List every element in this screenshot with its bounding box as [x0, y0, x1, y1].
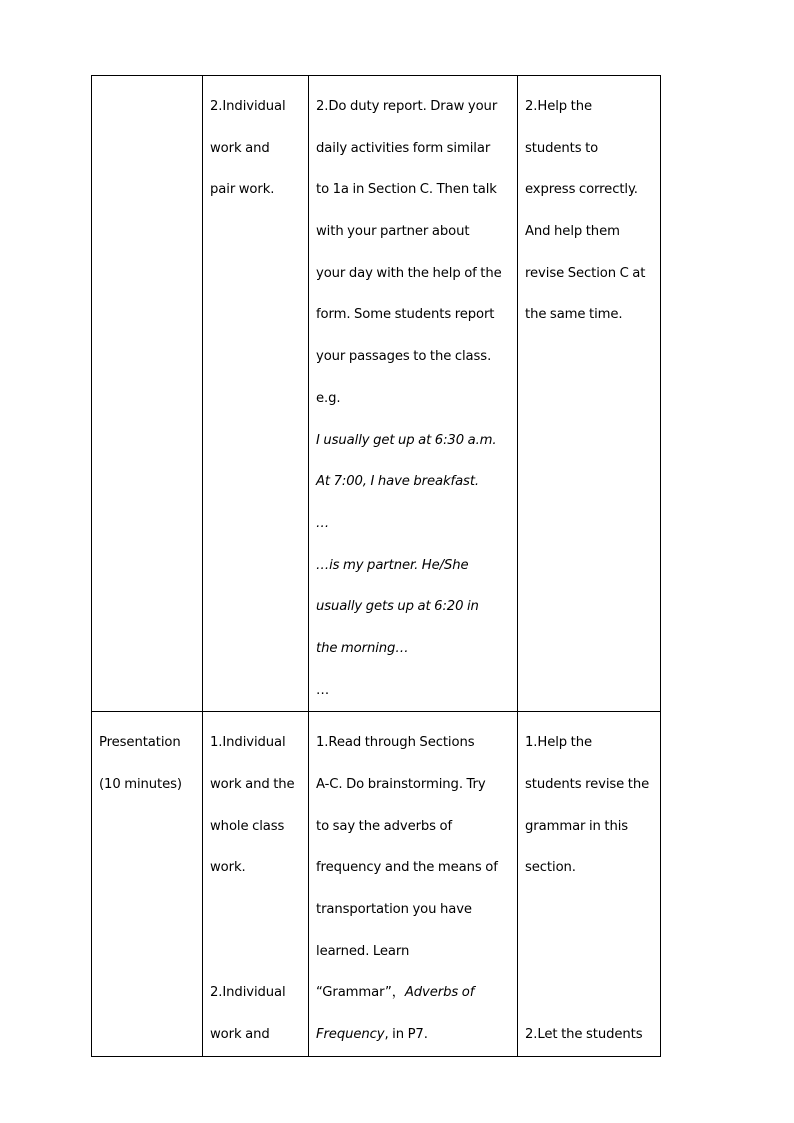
- spacer: [525, 889, 654, 931]
- teacher-cell: [518, 76, 661, 712]
- activity-line: to 1a in Section C. Then talk: [316, 182, 497, 198]
- activity-line: 2.Do duty report. Draw your: [316, 99, 498, 114]
- spacer: [525, 972, 654, 1014]
- activity-line: form. Some students report: [316, 307, 495, 323]
- activity-line: learned. Learn: [316, 943, 410, 959]
- teacher-line: section.: [525, 860, 576, 876]
- stage-cell: [92, 712, 203, 1057]
- activity-line: …: [316, 682, 330, 698]
- example-line: I usually get up at 6:30 a.m.: [316, 432, 497, 448]
- teacher-line: 1.Help the: [525, 735, 592, 751]
- teacher-line: students revise the: [525, 777, 650, 792]
- table-row: [92, 76, 661, 712]
- mode-line: whole class: [210, 818, 285, 834]
- activity-cell: [309, 712, 518, 1057]
- activity-line: e.g.: [316, 390, 341, 406]
- table-row: [92, 712, 661, 1057]
- mode-cell: [203, 76, 309, 712]
- mode-line: 1.Individual: [210, 735, 286, 751]
- mode-line: work and: [210, 1027, 270, 1043]
- mode-line: 2.Individual: [210, 99, 286, 114]
- activity-line: daily activities form similar: [316, 140, 491, 156]
- activity-line: transportation you have: [316, 902, 472, 918]
- activity-line: frequency and the means of: [316, 860, 498, 876]
- grammar-quote: “Grammar”: [316, 985, 392, 1001]
- stage-cell: [92, 76, 203, 712]
- lesson-plan-table: [91, 75, 661, 1057]
- stage-line: (10 minutes): [99, 777, 182, 792]
- example-line: …: [316, 515, 330, 531]
- activity-line: to say the adverbs of: [316, 818, 453, 834]
- mode-line: work and the: [210, 777, 295, 792]
- activity-line: [316, 972, 511, 1014]
- spacer: [210, 931, 302, 973]
- example-line: the morning…: [316, 640, 409, 656]
- mode-line: work and: [210, 140, 270, 156]
- frequency-title: Frequency: [316, 1027, 385, 1043]
- activity-line: [316, 1014, 511, 1056]
- teacher-line: 2.Help the: [525, 99, 592, 114]
- teacher-line: the same time.: [525, 307, 623, 323]
- example-line: usually gets up at 6:20 in: [316, 599, 479, 615]
- page-ref: , in P7.: [384, 1027, 428, 1043]
- teacher-line: revise Section C at: [525, 265, 646, 281]
- mode-line: 2.Individual: [210, 985, 286, 1001]
- activity-line: your passages to the class.: [316, 349, 492, 365]
- mode-line: work.: [210, 860, 246, 876]
- activity-line: your day with the help of the: [316, 265, 502, 281]
- spacer: [210, 889, 302, 931]
- adverbs-title: Adverbs of: [404, 985, 475, 1001]
- activity-line: 1.Read through Sections: [316, 735, 475, 751]
- mode-cell: [203, 712, 309, 1057]
- mode-line: pair work.: [210, 182, 275, 198]
- teacher-line: 2.Let the students: [525, 1027, 643, 1043]
- activity-line: A-C. Do brainstorming. Try: [316, 777, 486, 792]
- activity-line: with your partner about: [316, 224, 470, 240]
- grammar-separator: ，: [391, 985, 405, 1001]
- teacher-line: And help them: [525, 224, 620, 240]
- example-line: …is my partner. He/She: [316, 557, 469, 573]
- teacher-line: students to: [525, 140, 599, 156]
- activity-cell: [309, 76, 518, 712]
- teacher-cell: [518, 712, 661, 1057]
- teacher-line: grammar in this: [525, 818, 629, 834]
- spacer: [525, 931, 654, 973]
- stage-line: Presentation: [99, 735, 181, 751]
- example-line: At 7:00, I have breakfast.: [316, 474, 479, 490]
- teacher-line: express correctly.: [525, 182, 638, 198]
